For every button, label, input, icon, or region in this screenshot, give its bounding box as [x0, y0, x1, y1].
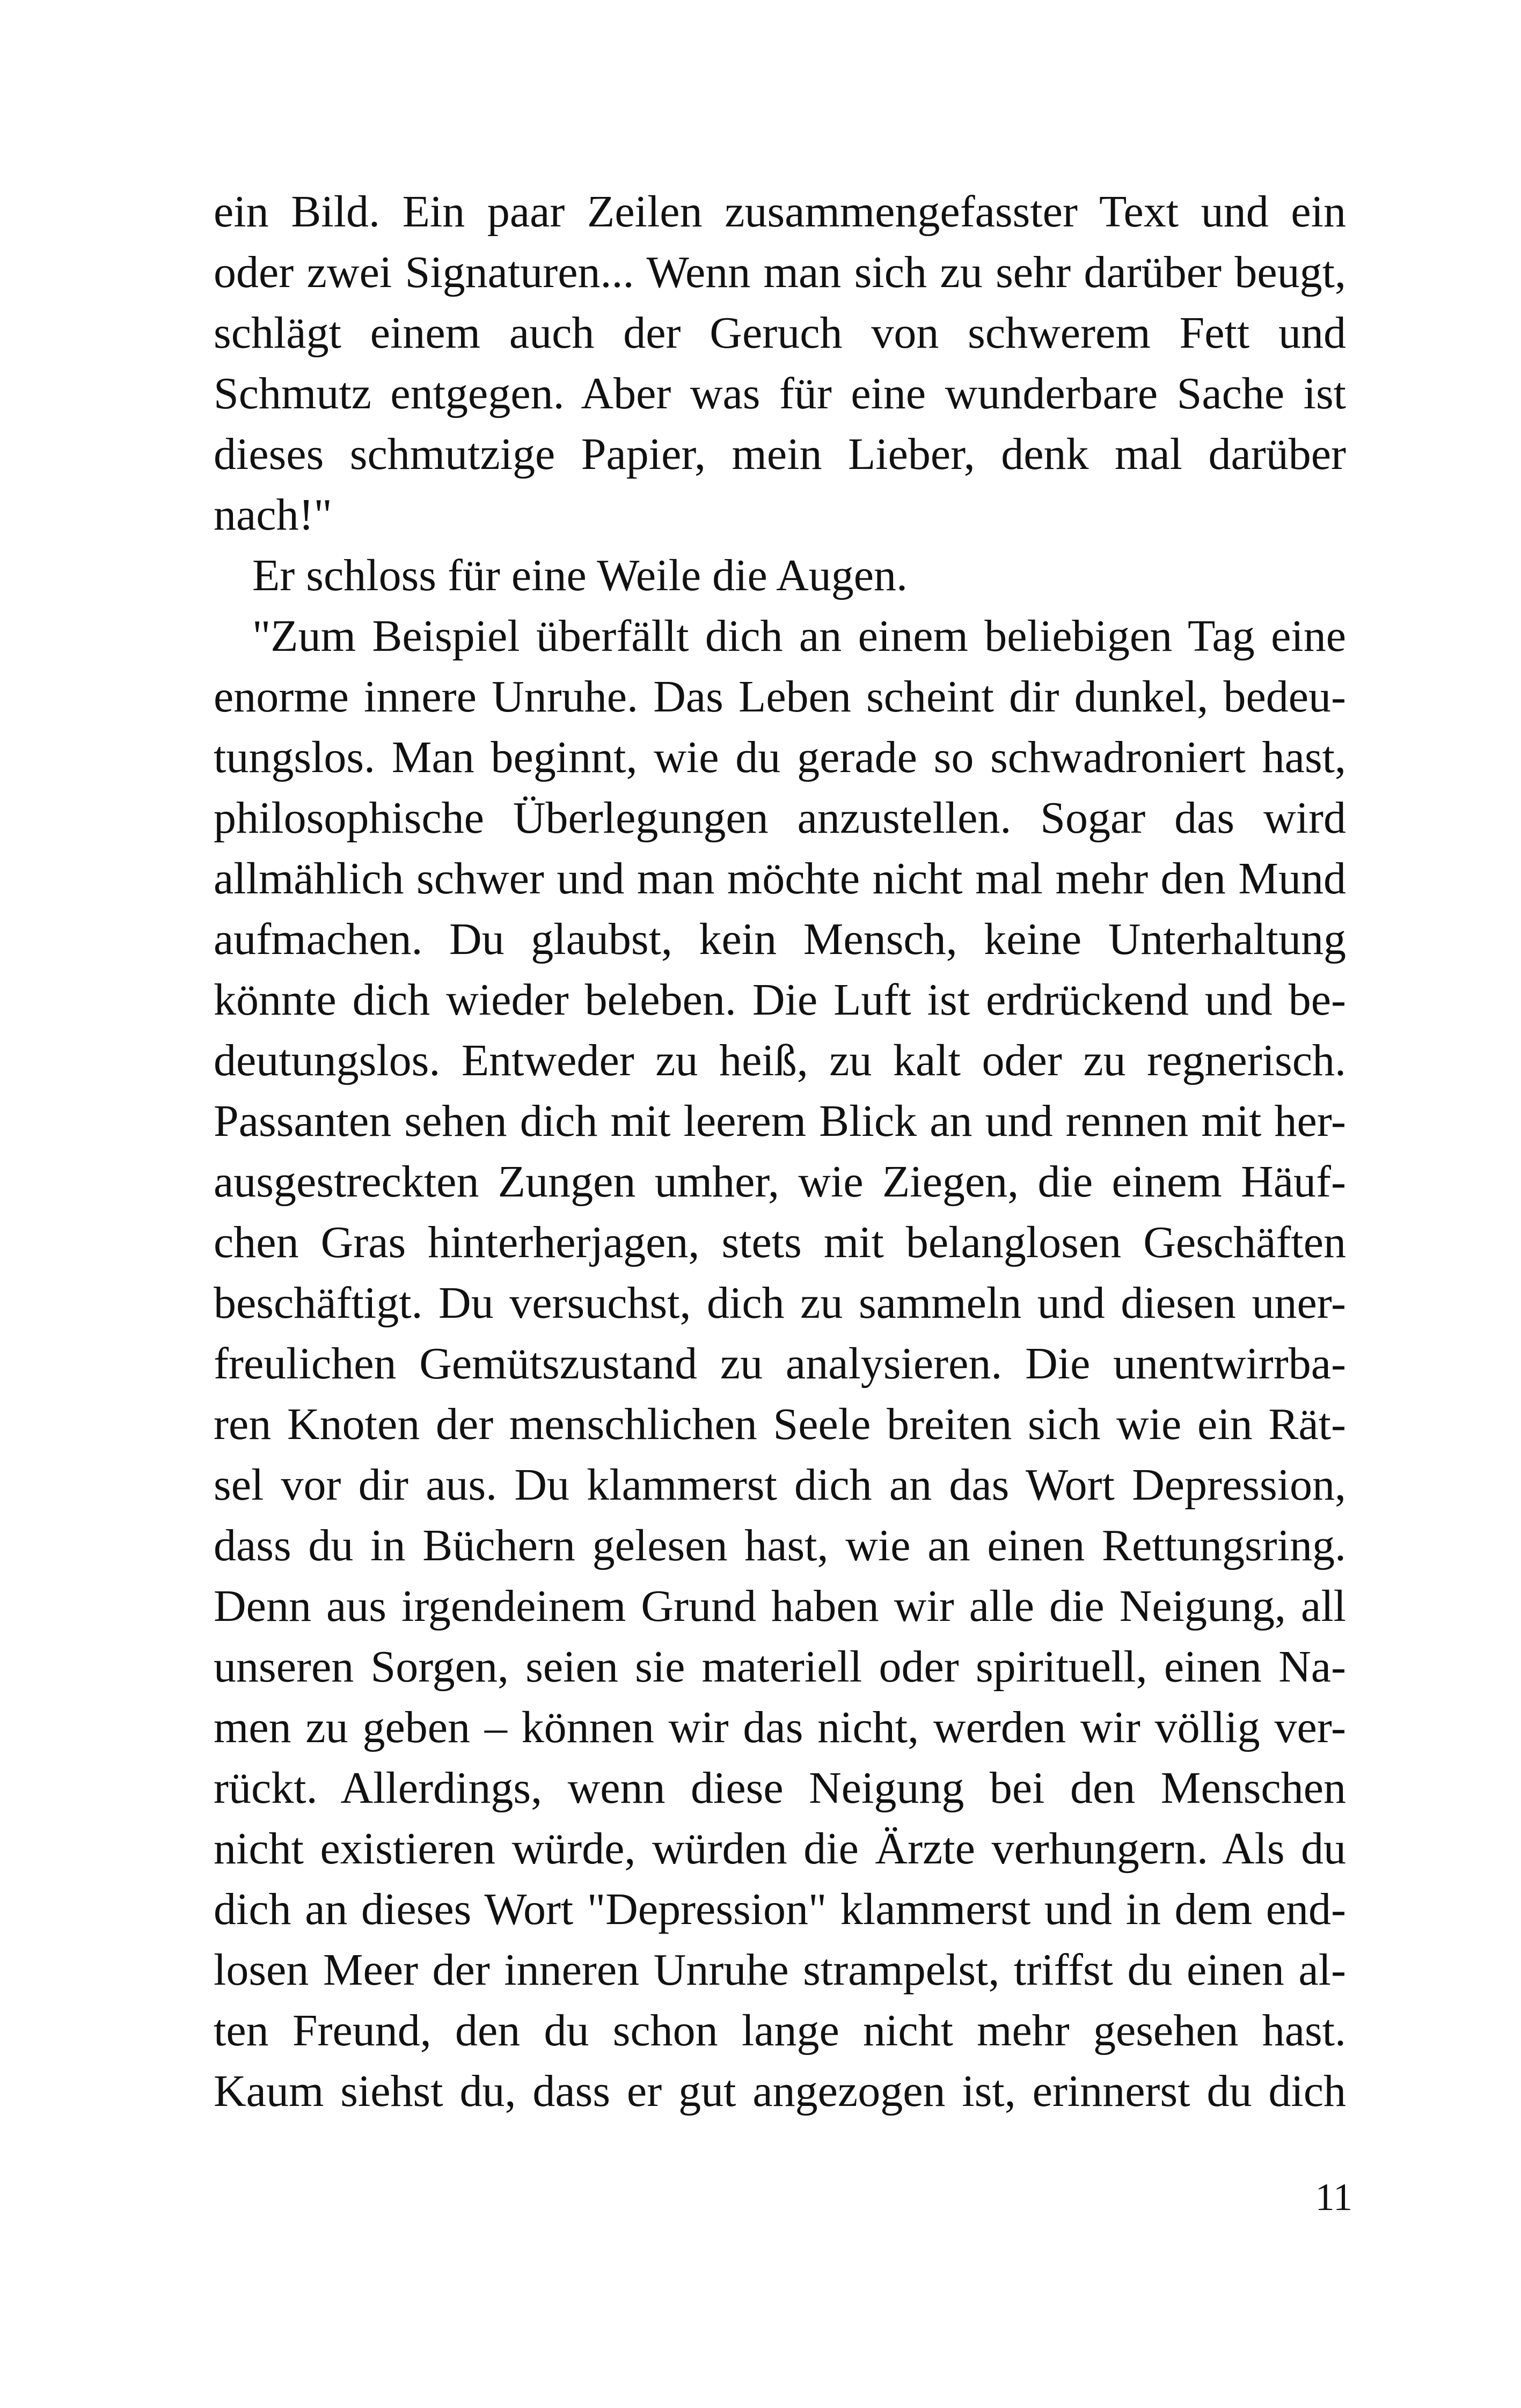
text-line: unseren Sorgen, seien sie materiell oder spirituell, einen Na- — [214, 1642, 1346, 1692]
text-line: Schmutz entgegen. Aber was für eine wunderbare Sache ist — [214, 369, 1346, 419]
text-line: nicht existieren würde, würden die Ärzte verhungern. Als du — [214, 1824, 1346, 1874]
text-line: beschäftigt. Du versuchst, dich zu sammeln und diesen uner- — [214, 1278, 1346, 1328]
text-line: deutungslos. Entweder zu heiß, zu kalt oder zu regnerisch. — [214, 1036, 1346, 1085]
text-line: Kaum siehst du, dass er gut angezogen ist, erinnerst du dich — [214, 2066, 1346, 2116]
text-line: aufmachen. Du glaubst, kein Mensch, keine Unterhaltung — [214, 914, 1346, 964]
body-text — [214, 181, 1346, 2121]
text-line: ten Freund, den du schon lange nicht mehr gesehen hast. — [214, 2006, 1346, 2055]
text-line: allmählich schwer und man möchte nicht mal mehr den Mund — [214, 854, 1346, 904]
text-line: sel vor dir aus. Du klammerst dich an das Wort Depression, — [214, 1460, 1346, 1510]
text-line: schlägt einem auch der Geruch von schwerem Fett und — [214, 308, 1346, 358]
text-line-paragraph-start: Er schloss für eine Weile die Augen. — [252, 550, 908, 600]
text-line-paragraph-end: nach!" — [214, 490, 332, 540]
text-line: ren Knoten der menschlichen Seele breiten sich wie ein Rät- — [214, 1399, 1346, 1449]
text-line: men zu geben – können wir das nicht, werden wir völlig ver- — [214, 1702, 1346, 1752]
text-line: könnte dich wieder beleben. Die Luft ist erdrückend und be- — [214, 975, 1346, 1025]
text-line: rückt. Allerdings, wenn diese Neigung bei den Menschen — [214, 1763, 1346, 1813]
text-line: losen Meer der inneren Unruhe strampelst, triffst du einen al- — [214, 1945, 1346, 1995]
text-line: ein Bild. Ein paar Zeilen zusammengefasster Text und ein — [214, 187, 1346, 237]
text-line: Passanten sehen dich mit leerem Blick an und rennen mit her- — [214, 1096, 1346, 1146]
text-line: ausgestreckten Zungen umher, wie Ziegen, die einem Häuf- — [214, 1157, 1346, 1207]
text-line: oder zwei Signaturen... Wenn man sich zu sehr darüber beugt, — [214, 247, 1346, 297]
text-line: dich an dieses Wort "Depression" klammerst und in dem end- — [214, 1884, 1346, 1934]
page-number: 11 — [1315, 2176, 1352, 2219]
text-line: dass du in Büchern gelesen hast, wie an einen Rettungsring. — [214, 1521, 1346, 1570]
text-line: tungslos. Man beginnt, wie du gerade so schwadroniert hast, — [214, 732, 1346, 782]
text-line: Denn aus irgendeinem Grund haben wir alle die Neigung, all — [214, 1581, 1346, 1631]
text-line: enorme innere Unruhe. Das Leben scheint dir dunkel, bedeu- — [214, 672, 1346, 722]
text-line: chen Gras hinterherjagen, stets mit belanglosen Geschäften — [214, 1217, 1346, 1267]
text-line: dieses schmutzige Papier, mein Lieber, denk mal darüber — [214, 429, 1346, 479]
text-line: freulichen Gemütszustand zu analysieren. Die unentwirrba- — [214, 1339, 1346, 1389]
text-line-paragraph-start: "Zum Beispiel überfällt dich an einem beliebigen Tag eine — [252, 611, 1346, 661]
text-line: philosophische Überlegungen anzustellen. Sogar das wird — [214, 793, 1346, 843]
